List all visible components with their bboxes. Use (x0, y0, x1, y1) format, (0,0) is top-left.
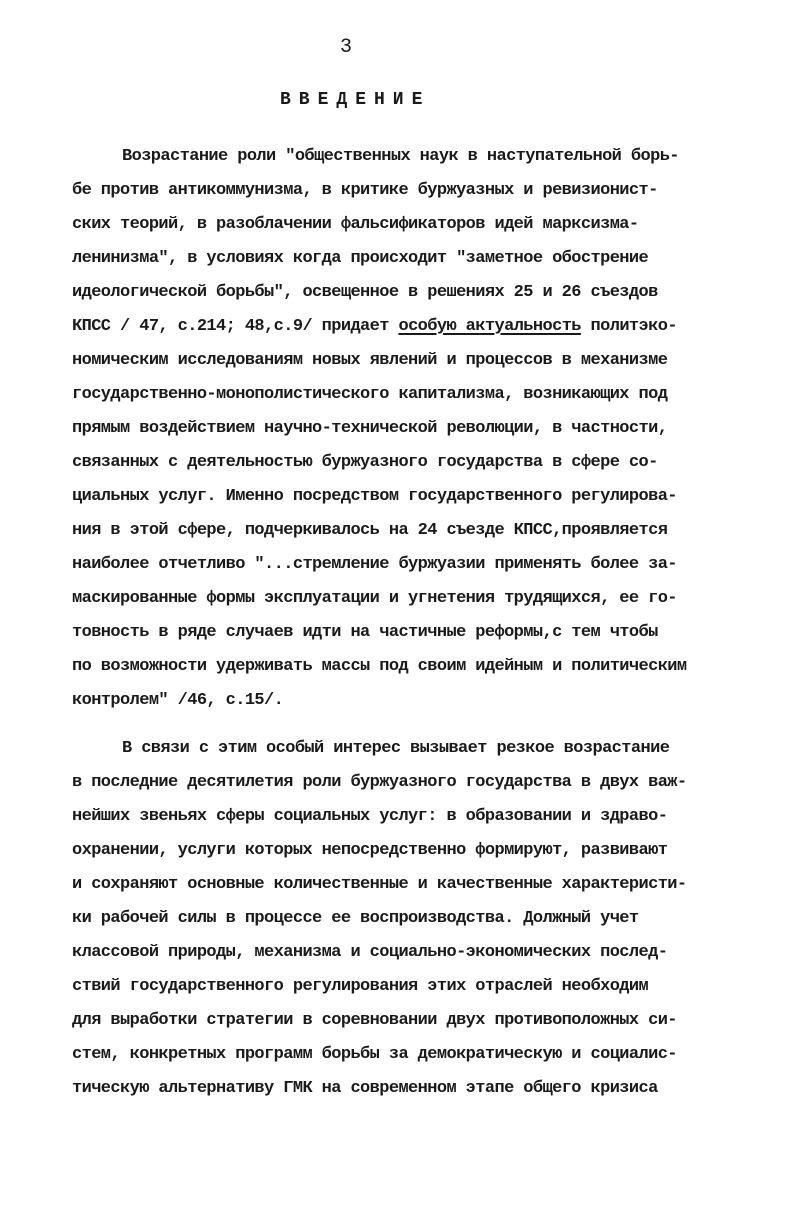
text-line: В связи с этим особый интерес вызывает резкое возрастание (122, 739, 670, 758)
text-line: идеологической борьбы", освещенное в решениях 25 и 26 съездов (72, 283, 658, 302)
text-line: бе против антикоммунизма, в критике буржуазных и ревизионист- (72, 181, 658, 200)
text-line: связанных с деятельностью буржуазного государства в сфере со- (72, 453, 658, 472)
text-line: для выработки стратегии в соревновании двух противоположных си- (72, 1011, 677, 1030)
text-line (72, 310, 677, 344)
text-line: по возможности удерживать массы под своим идейным и политическим (72, 657, 687, 676)
page-number: 3 (340, 36, 353, 59)
text-line: тическую альтернативу ГМК на современном этапе общего кризиса (72, 1079, 658, 1098)
text-line: циальных услуг. Именно посредством государственного регулирова- (72, 487, 677, 506)
text-segment: политэко- (580, 317, 677, 336)
page-heading: ВВЕДЕНИЕ (280, 90, 431, 110)
text-line: наиболее отчетливо "...стремление буржуазии применять более за- (72, 555, 677, 574)
text-line: охранении, услуги которых непосредственно формируют, развивают (72, 841, 668, 860)
text-line: ских теорий, в разоблачении фальсификаторов идей марксизма- (72, 215, 639, 234)
text-line: товность в ряде случаев идти на частичные реформы,с тем чтобы (72, 623, 658, 642)
text-line: Возрастание роли "общественных наук в наступательной борь- (122, 147, 679, 166)
text-line: в последние десятилетия роли буржуазного государства в двух важ- (72, 773, 687, 792)
text-line: ки рабочей силы в процессе ее воспроизводства. Должный учет (72, 909, 639, 928)
text-line: номическим исследованиям новых явлений и процессов в механизме (72, 351, 668, 370)
text-line: маскированные формы эксплуатации и угнетения трудящихся, ее го- (72, 589, 677, 608)
text-line: прямым воздействием научно-технической революции, в частности, (72, 419, 668, 438)
underlined-phrase: особую актуальность (398, 317, 581, 336)
text-line: ленинизма", в условиях когда происходит "заметное обострение (72, 249, 649, 268)
text-line: классовой природы, механизма и социально-экономических послед- (72, 943, 668, 962)
text-line: ствий государственного регулирования этих отраслей необходим (72, 977, 649, 996)
text-segment: КПСС / 47, с.214; 48,с.9/ придает (72, 317, 399, 336)
text-line: ния в этой сфере, подчеркивалось на 24 съезде КПСС,проявляется (72, 521, 668, 540)
text-line: государственно-монополистического капитализма, возникающих под (72, 385, 668, 404)
text-line: стем, конкретных программ борьбы за демократическую и социалис- (72, 1045, 677, 1064)
text-line: и сохраняют основные количественные и качественные характеристи- (72, 875, 687, 894)
text-line: контролем" /46, с.15/. (72, 691, 284, 710)
text-line: нейших звеньях сферы социальных услуг: в образовании и здраво- (72, 807, 668, 826)
